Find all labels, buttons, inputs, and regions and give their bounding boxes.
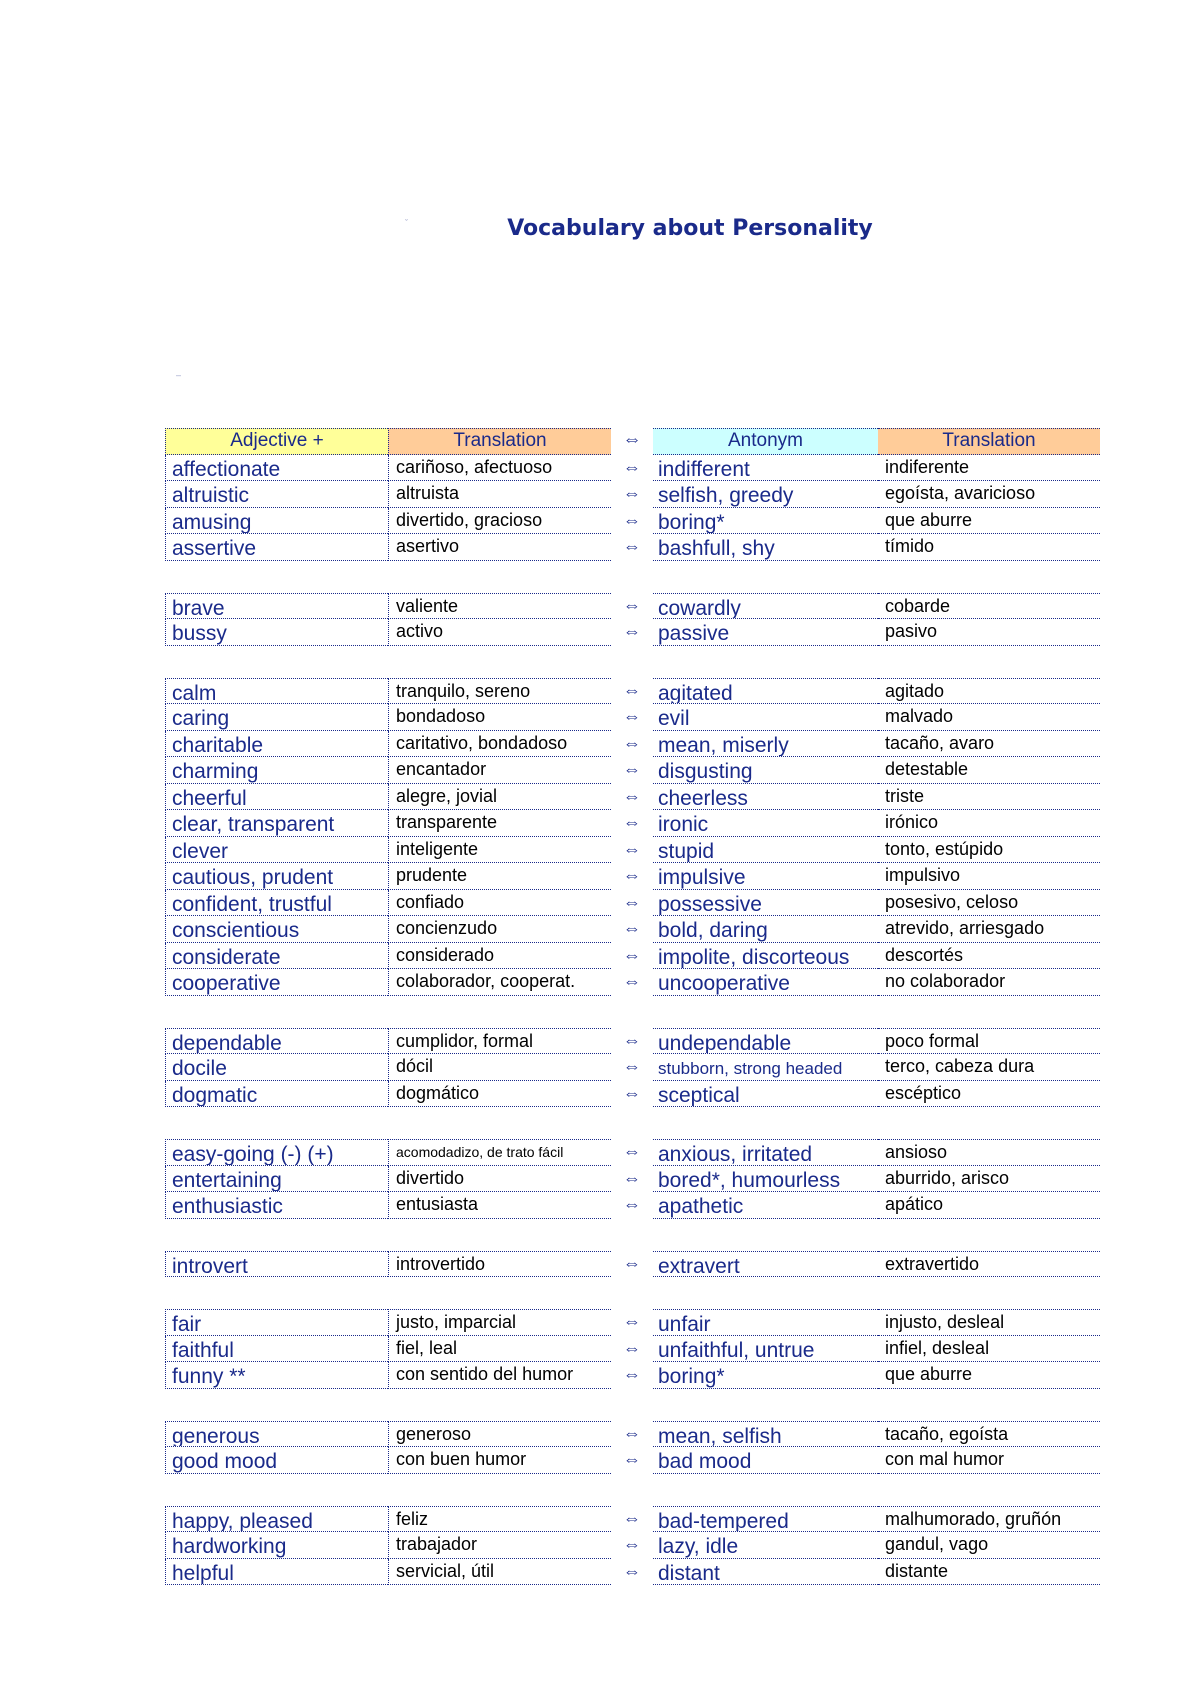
translation-cell: justo, imparcial [388,1309,611,1336]
table-row [165,810,1100,837]
antonym-cell: ironic [653,810,878,837]
adjective-cell: assertive [165,534,388,561]
antonym-cell: cheerless [653,784,878,811]
equivalence-arrow-icon: ⇔ [623,971,641,991]
translation-cell: considerado [388,943,611,970]
equivalence-arrow-icon: ⇔ [623,1194,641,1214]
table-row [165,1447,1100,1474]
table-row [165,1336,1100,1363]
adjective-cell: happy, pleased [165,1506,388,1533]
word-group [165,1506,1100,1586]
translation-cell: confiado [388,890,611,917]
adjective-cell: amusing [165,508,388,535]
antonym-cell: mean, miserly [653,731,878,758]
antonym-translation-cell: atrevido, arriesgado [878,916,1100,943]
adjective-cell: altruistic [165,481,388,508]
antonym-translation-cell: tacaño, egoísta [878,1421,1100,1448]
table-row [165,678,1100,705]
antonym-translation-cell: terco, cabeza dura [878,1054,1100,1081]
equivalence-arrow-icon: ⇔ [623,1507,641,1528]
word-group [165,1309,1100,1389]
antonym-cell: stupid [653,837,878,864]
translation-cell: activo [388,619,611,646]
equivalence-arrow-icon: ⇔ [623,1029,641,1050]
equivalence-arrow-icon: ⇔ [623,838,641,859]
antonym-translation-cell: impulsivo [878,863,1100,890]
antonym-translation-cell: pasivo [878,619,1100,646]
antonym-translation-cell: que aburre [878,1362,1100,1389]
table-row [165,1532,1100,1559]
equivalence-arrow-icon: ⇔ [623,1337,641,1358]
antonym-translation-cell: distante [878,1559,1100,1586]
antonym-cell: undependable [653,1028,878,1055]
table-header [165,428,1100,455]
adjective-cell: helpful [165,1559,388,1586]
table-row [165,969,1100,996]
adjective-cell: funny ** [165,1362,388,1389]
table-row [165,619,1100,646]
adjective-cell: dogmatic [165,1081,388,1108]
antonym-translation-cell: irónico [878,810,1100,837]
word-group [165,455,1100,561]
translation-cell: transparente [388,810,611,837]
equivalence-arrow-icon: ⇔ [623,621,641,641]
equivalence-arrow-icon: ⇔ [623,1422,641,1443]
adjective-cell: charitable [165,731,388,758]
adjective-cell: conscientious [165,916,388,943]
equivalence-arrow-icon: ⇔ [623,1311,641,1331]
antonym-cell: disgusting [653,757,878,784]
antonym-cell: unfaithful, untrue [653,1336,878,1363]
translation-cell: altruista [388,481,611,508]
equivalence-arrow-icon: ⇔ [623,918,641,938]
antonym-translation-cell: escéptico [878,1081,1100,1108]
antonym-cell: bored*, humourless [653,1166,878,1193]
adjective-cell: docile [165,1054,388,1081]
adjective-cell: hardworking [165,1532,388,1559]
translation-cell: dogmático [388,1081,611,1108]
table-row [165,534,1100,561]
equivalence-arrow-icon: ⇔ [623,456,641,477]
equivalence-arrow-icon: ⇔ [623,759,641,779]
antonym-translation-cell: tímido [878,534,1100,561]
equivalence-arrow-icon: ⇔ [623,679,641,700]
antonym-translation-cell: injusto, desleal [878,1309,1100,1336]
equivalence-arrow-icon: ⇔ [623,509,641,530]
antonym-cell: boring* [653,508,878,535]
antonym-translation-cell: infiel, desleal [878,1336,1100,1363]
translation-cell: con sentido del humor [388,1362,611,1389]
adjective-cell: faithful [165,1336,388,1363]
table-row [165,757,1100,784]
translation-cell: cumplidor, formal [388,1028,611,1055]
antonym-translation-cell: malhumorado, gruñón [878,1506,1100,1533]
table-row [165,1054,1100,1081]
header-translation-2: Translation [878,428,1100,455]
equivalence-arrow-icon: ⇔ [623,706,641,726]
antonym-cell: bold, daring [653,916,878,943]
table-row [165,1421,1100,1448]
adjective-cell: calm [165,678,388,705]
equivalence-arrow-icon: ⇔ [623,1449,641,1469]
table-row [165,890,1100,917]
antonym-cell: bad-tempered [653,1506,878,1533]
translation-cell: cariñoso, afectuoso [388,455,611,482]
table-row [165,943,1100,970]
decorative-mark: – [176,370,182,380]
page-title: Vocabulary about Personality [507,216,873,241]
antonym-translation-cell: gandul, vago [878,1532,1100,1559]
antonym-cell: evil [653,704,878,731]
antonym-cell: stubborn, strong headed [653,1054,878,1081]
antonym-cell: lazy, idle [653,1532,878,1559]
antonym-cell: extravert [653,1251,878,1278]
translation-cell: colaborador, cooperat. [388,969,611,996]
adjective-cell: easy-going (-) (+) [165,1139,388,1166]
translation-cell: acomodadizo, de trato fácil [388,1139,611,1166]
table-row [165,704,1100,731]
antonym-cell: impolite, discorteous [653,943,878,970]
table-row [165,508,1100,535]
antonym-cell: bad mood [653,1447,878,1474]
equivalence-arrow-icon: ⇔ [623,732,641,753]
adjective-cell: considerate [165,943,388,970]
antonym-translation-cell: extravertido [878,1251,1100,1278]
antonym-cell: selfish, greedy [653,481,878,508]
antonym-translation-cell: malvado [878,704,1100,731]
antonym-cell: distant [653,1559,878,1586]
table-row [165,1028,1100,1055]
translation-cell: tranquilo, sereno [388,678,611,705]
table-row [165,837,1100,864]
table-row [165,1506,1100,1533]
translation-cell: con buen humor [388,1447,611,1474]
word-group [165,1028,1100,1108]
table-row [165,731,1100,758]
adjective-cell: confident, trustful [165,890,388,917]
adjective-cell: affectionate [165,455,388,482]
vocabulary-table [165,428,1100,1585]
equivalence-arrow-icon: ⇔ [623,891,641,912]
equivalence-arrow-icon: ⇔ [623,944,641,965]
equivalence-arrow-icon: ⇔ [623,1141,641,1161]
antonym-translation-cell: detestable [878,757,1100,784]
antonym-translation-cell: poco formal [878,1028,1100,1055]
antonym-translation-cell: con mal humor [878,1447,1100,1474]
translation-cell: caritativo, bondadoso [388,731,611,758]
antonym-translation-cell: no colaborador [878,969,1100,996]
word-group [165,1251,1100,1278]
translation-cell: divertido [388,1166,611,1193]
antonym-translation-cell: descortés [878,943,1100,970]
header-antonym: Antonym [653,428,878,455]
table-row [165,784,1100,811]
table-row [165,1559,1100,1586]
group-spacer [165,1219,1100,1251]
antonym-cell: apathetic [653,1192,878,1219]
adjective-cell: clever [165,837,388,864]
antonym-cell: anxious, irritated [653,1139,878,1166]
table-row [165,593,1100,620]
translation-cell: valiente [388,593,611,620]
adjective-cell: charming [165,757,388,784]
antonym-translation-cell: cobarde [878,593,1100,620]
equivalence-arrow-icon: ⇔ [623,812,641,832]
group-spacer [165,646,1100,678]
translation-cell: divertido, gracioso [388,508,611,535]
antonym-translation-cell: apático [878,1192,1100,1219]
table-row [165,1309,1100,1336]
decorative-mark: ˇ [405,218,408,228]
adjective-cell: generous [165,1421,388,1448]
adjective-cell: cooperative [165,969,388,996]
antonym-cell: passive [653,619,878,646]
table-row [165,481,1100,508]
antonym-cell: impulsive [653,863,878,890]
table-row [165,1192,1100,1219]
translation-cell: dócil [388,1054,611,1081]
adjective-cell: clear, transparent [165,810,388,837]
antonym-translation-cell: agitado [878,678,1100,705]
group-spacer [165,561,1100,593]
translation-cell: bondadoso [388,704,611,731]
equivalence-arrow-icon: ⇔ [623,483,641,503]
header-adjective: Adjective + [165,428,388,455]
translation-cell: asertivo [388,534,611,561]
table-row [165,863,1100,890]
table-row [165,1362,1100,1389]
equivalence-arrow-icon: ⇔ [623,1082,641,1103]
antonym-translation-cell: tonto, estúpido [878,837,1100,864]
table-row [165,1166,1100,1193]
translation-cell: prudente [388,863,611,890]
translation-cell: introvertido [388,1251,611,1278]
adjective-cell: bussy [165,619,388,646]
antonym-translation-cell: ansioso [878,1139,1100,1166]
adjective-cell: brave [165,593,388,620]
equivalence-arrow-icon: ⇔ [623,1167,641,1188]
header-arrow-icon: ⇔ [622,429,642,450]
translation-cell: fiel, leal [388,1336,611,1363]
antonym-cell: uncooperative [653,969,878,996]
antonym-cell: mean, selfish [653,1421,878,1448]
translation-cell: alegre, jovial [388,784,611,811]
antonym-translation-cell: que aburre [878,508,1100,535]
equivalence-arrow-icon: ⇔ [623,1252,641,1273]
table-row [165,916,1100,943]
word-group [165,1139,1100,1219]
table-row [165,1081,1100,1108]
antonym-cell: boring* [653,1362,878,1389]
table-body [165,455,1100,1586]
word-group [165,593,1100,646]
antonym-translation-cell: posesivo, celoso [878,890,1100,917]
adjective-cell: good mood [165,1447,388,1474]
adjective-cell: enthusiastic [165,1192,388,1219]
adjective-cell: cheerful [165,784,388,811]
equivalence-arrow-icon: ⇔ [623,536,641,556]
table-row [165,455,1100,482]
word-group [165,1421,1100,1474]
translation-cell: entusiasta [388,1192,611,1219]
group-spacer [165,1277,1100,1309]
group-spacer [165,1107,1100,1139]
adjective-cell: introvert [165,1251,388,1278]
header-translation: Translation [388,428,611,455]
antonym-cell: possessive [653,890,878,917]
adjective-cell: dependable [165,1028,388,1055]
antonym-cell: indifferent [653,455,878,482]
group-spacer [165,996,1100,1028]
equivalence-arrow-icon: ⇔ [623,1560,641,1581]
group-spacer [165,1389,1100,1421]
equivalence-arrow-icon: ⇔ [623,1534,641,1554]
translation-cell: feliz [388,1506,611,1533]
translation-cell: concienzudo [388,916,611,943]
adjective-cell: fair [165,1309,388,1336]
antonym-cell: bashfull, shy [653,534,878,561]
group-spacer [165,1474,1100,1506]
antonym-translation-cell: triste [878,784,1100,811]
equivalence-arrow-icon: ⇔ [623,1056,641,1076]
translation-cell: inteligente [388,837,611,864]
equivalence-arrow-icon: ⇔ [623,865,641,885]
antonym-cell: cowardly [653,593,878,620]
translation-cell: generoso [388,1421,611,1448]
antonym-translation-cell: tacaño, avaro [878,731,1100,758]
antonym-translation-cell: aburrido, arisco [878,1166,1100,1193]
adjective-cell: cautious, prudent [165,863,388,890]
antonym-cell: agitated [653,678,878,705]
antonym-cell: sceptical [653,1081,878,1108]
translation-cell: encantador [388,757,611,784]
equivalence-arrow-icon: ⇔ [623,1364,641,1384]
translation-cell: servicial, útil [388,1559,611,1586]
antonym-translation-cell: indiferente [878,455,1100,482]
equivalence-arrow-icon: ⇔ [623,594,641,615]
adjective-cell: caring [165,704,388,731]
table-row [165,1139,1100,1166]
antonym-translation-cell: egoísta, avaricioso [878,481,1100,508]
equivalence-arrow-icon: ⇔ [623,785,641,806]
adjective-cell: entertaining [165,1166,388,1193]
word-group [165,678,1100,996]
table-row [165,1251,1100,1278]
translation-cell: trabajador [388,1532,611,1559]
antonym-cell: unfair [653,1309,878,1336]
